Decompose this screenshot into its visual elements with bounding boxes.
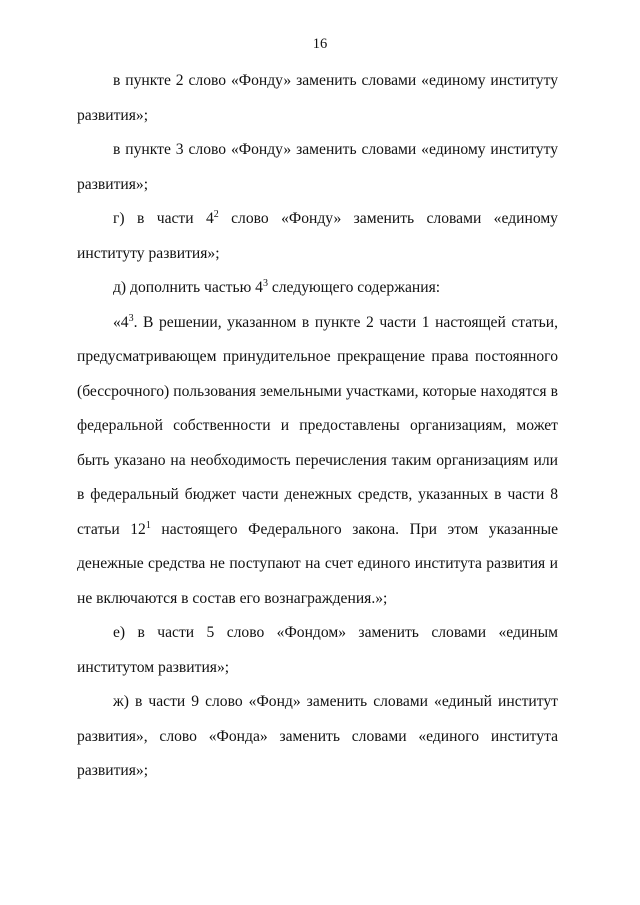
- paragraph-g-text-end: слово «Фонду» заменить словами «единому институту развития»;: [77, 210, 558, 262]
- paragraph-e-part-5: е) в части 5 слово «Фондом» заменить словами «единым институтом развития»;: [77, 624, 558, 676]
- superscript-1-inline: 1: [145, 519, 151, 531]
- paragraph-item-3-amendment: в пункте 3 слово «Фонду» заменить словами «единому институту развития»;: [77, 141, 558, 193]
- superscript-3-inline: 3: [128, 312, 134, 324]
- part-4-3-text-middle: . В решении, указанном в пункте 2 части 1 настоящей статьи, предусматривающем принудительное прекращение права постоянного (бессрочного) пользования земельными участками, которые находятся в федеральной собственности и предоставлены организациям, может быть указано на необходимость перечисления таким организациям или в федеральный бюджет части денежных средств, указанных в части 8 статьи 12: [77, 313, 558, 538]
- superscript-2: 2: [213, 209, 219, 220]
- paragraph-g-text-start: г) в части 4: [113, 210, 214, 227]
- part-4-3-text-end: настоящего Федерального закона. При этом указанные денежные средства не поступают на счет единого института развития и не включаются в состав его вознаграждения.»;: [77, 520, 558, 607]
- document-body: [77, 64, 558, 789]
- paragraph-d-text-start: д) дополнить частью 4: [113, 279, 263, 296]
- page-number: 16: [312, 36, 328, 52]
- paragraph-d-text-end: следующего содержания:: [267, 279, 441, 296]
- paragraph-part-4-3-content: [77, 306, 558, 617]
- paragraph-d-add-part-4-3: [77, 271, 558, 306]
- paragraph-g-part-4-2: [77, 202, 558, 271]
- paragraph-zh-part-9: ж) в части 9 слово «Фонд» заменить словами «единый институт развития», слово «Фонда» заменить словами «единого института развития»;: [77, 693, 558, 779]
- paragraph-item-2-amendment: в пункте 2 слово «Фонду» заменить словами «единому институту развития»;: [77, 72, 558, 124]
- part-4-3-text-start: «4: [113, 313, 129, 331]
- superscript-3: 3: [262, 278, 268, 289]
